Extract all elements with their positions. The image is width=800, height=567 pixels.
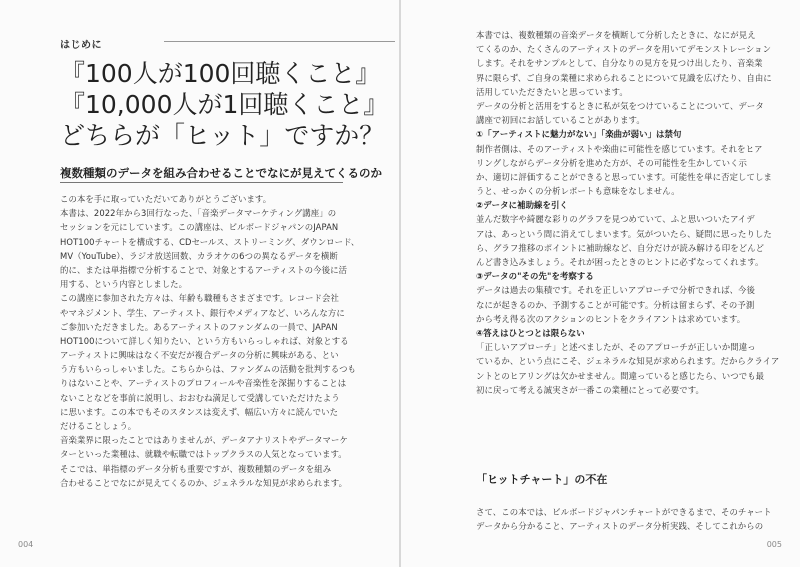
text-line: データは過去の集積です。それを正しいアプローチで分析できれば、今後: [476, 285, 756, 296]
text-line: この講座に参加された方々は、年齢も職種もさまざまです。レコード会社: [60, 293, 340, 304]
text-line: 並んだ数字や綺麗な彩りのグラフを見つめていて、ふと思いついたアイデ: [476, 214, 755, 225]
text-line: 「正しいアプローチ」と述べましたが、そのアプローチが正しいか間違っ: [476, 342, 756, 353]
section-rule: [164, 41, 395, 42]
text-line: んど書き込みましょう。それが困ったときのヒントに必ずなってくれます。: [476, 257, 764, 267]
text-line: うと、せっかくの分析レポートも意味をなしません。: [476, 186, 680, 197]
text-line: 的に、または単指標で分析することで、対象とするアーティストの今後に活: [60, 264, 348, 275]
title-line: 『100人が100回聴くこと』: [60, 59, 381, 88]
text-line: 講座で初回にお話していることがあります。: [476, 115, 645, 126]
subheading: 複数種類のデータを組み合わせることでなにが見えてくるのか: [60, 166, 382, 180]
left-body-text: [60, 192, 360, 490]
page-title: [60, 58, 388, 151]
text-line: 合わせることでなにが見えてくるのか、ジェネラルな知見が求められます。: [60, 477, 348, 488]
text-line: だけることしょう。: [60, 421, 137, 431]
text-line: う方もいらっしゃいました。こちらからは、ファンダムの活動を批判するつも: [60, 364, 357, 375]
right-page: [401, 0, 800, 567]
text-line: データの分析と活用をするときに私が気をつけていることについて、データ: [476, 100, 764, 111]
title-line: 『10,000人が1回聴くこと』: [60, 90, 389, 119]
text-line: なにが起きるのか、予測することが可能です。分析は留まらず、その予測: [476, 299, 755, 310]
text-line: ているか、という点にこそ、ジェネラルな知見が求められます。だからクライア: [476, 356, 780, 367]
numbered-heading: ④答えはひとつとは限らない: [476, 327, 585, 338]
text-line: 本書は、2022年から3回行なった、「音楽データマーケティング講座」の: [60, 208, 337, 219]
subheading-rule: [60, 182, 343, 183]
text-line: 界に限らず、ご自身の業種に求められることについて見識を広げたり、自由に: [476, 72, 772, 83]
text-line: データから分かること、アーティストのデータ分析実践、そしてこれからの: [476, 521, 764, 532]
text-line: MV（YouTube）、ラジオ放送回数、カラオケの6つの異なるデータを横断: [60, 250, 338, 261]
text-line: 初に戻って考える誠実さが一番この業種にとって必要です。: [476, 384, 704, 395]
page-number-left: 004: [18, 540, 34, 549]
text-line: します。それをサンプルとして、自分なりの見方を見つけ出したり、音楽業: [476, 58, 763, 69]
left-page: [0, 0, 399, 567]
text-line: やマネジメント、学生、アーティスト、銀行やメディアなど、いろんな方に: [60, 307, 345, 318]
numbered-heading: ③データの"その先"を考察する: [476, 271, 594, 282]
text-line: 活用していただきたいと思っています。: [476, 86, 628, 97]
text-line: ご参加いただきました。あるアーティストのファンダムの一員で、JAPAN: [60, 321, 338, 332]
text-line: さて、この本では、ビルボードジャパンチャートができるまで、そのチャート: [476, 507, 772, 517]
text-line: てくるのか、たくさんのアーティストのデータを用いてデモンストレーション: [476, 44, 772, 55]
text-line: 用する、という内容としました。: [60, 279, 188, 290]
text-line: セッションを元にしています。この講座は、ビルボードジャパンのJAPAN: [60, 222, 339, 233]
text-line: 制作者側は、そのアーティストや楽曲に可能性を感じています。それをヒア: [476, 143, 763, 154]
section-label: はじめに: [60, 40, 102, 51]
right-body-text: [476, 28, 780, 397]
text-line: HOT100について詳しく知りたい、という方もいらっしゃれば、対象とする: [60, 335, 349, 346]
text-line: から考え得る次のアクションのヒントをクライアントは求めています。: [476, 313, 746, 324]
text-line: そこでは、単指標のデータ分析も重要ですが、複数種類のデータを組み: [60, 463, 332, 474]
numbered-heading: ①「アーティストに魅力がない」「楽曲が弱い」は禁句: [476, 129, 682, 140]
text-line: ターといった業種は、就職や転職ではトップクラスの人気となっています。: [60, 449, 347, 460]
text-line: ないことなどを事前に説明し、おおむね満足して受講していただけたよう: [60, 392, 340, 403]
text-line: りはないことや、アーティストのプロフィールや音楽性を深掘りすることは: [60, 378, 347, 389]
text-line: 音楽業界に限ったことではありませんが、データアナリストやデータマーケ: [60, 435, 348, 446]
text-line: リングしながらデータ分析を進めた方が、その可能性を生かしていく示: [476, 157, 748, 168]
page-number-right: 005: [766, 540, 782, 549]
section-title: 「ヒットチャート」の不在: [476, 473, 608, 486]
text-line: 本書では、複数種類の音楽データを横断して分析したときに、なにが見え: [476, 30, 756, 40]
text-line: に思います。この本でもそのスタンスは変えず、幅広い方々に読んでいた: [60, 406, 339, 417]
text-line: か、適切に評価することができると思っています。可能性を単に否定してしま: [476, 171, 772, 182]
text-line: アーティストに興味はなく不安だが複合データの分析に興味がある、とい: [60, 350, 339, 361]
title-line: どちらが「ヒット」ですか？: [60, 121, 385, 150]
text-line: ら、グラフ推移のポイントに補助線など、自分だけが読み解ける印をどんど: [476, 242, 765, 253]
text-line: HOT100チャートを構成する、CDセールス、ストリーミング、ダウンロード、: [60, 236, 360, 247]
text-line: この本を手に取っていただいてありがとうございます。: [60, 194, 272, 204]
text-line: アは、あっという間に消えてしまいます。気がついたら、疑問に思ったりした: [476, 228, 772, 239]
numbered-heading: ②データに補助線を引く: [476, 200, 568, 211]
text-line: ントとのヒアリングは欠かせません。間違っていると感じたら、いつでも最: [476, 370, 765, 381]
right-body-continued: [476, 505, 772, 533]
